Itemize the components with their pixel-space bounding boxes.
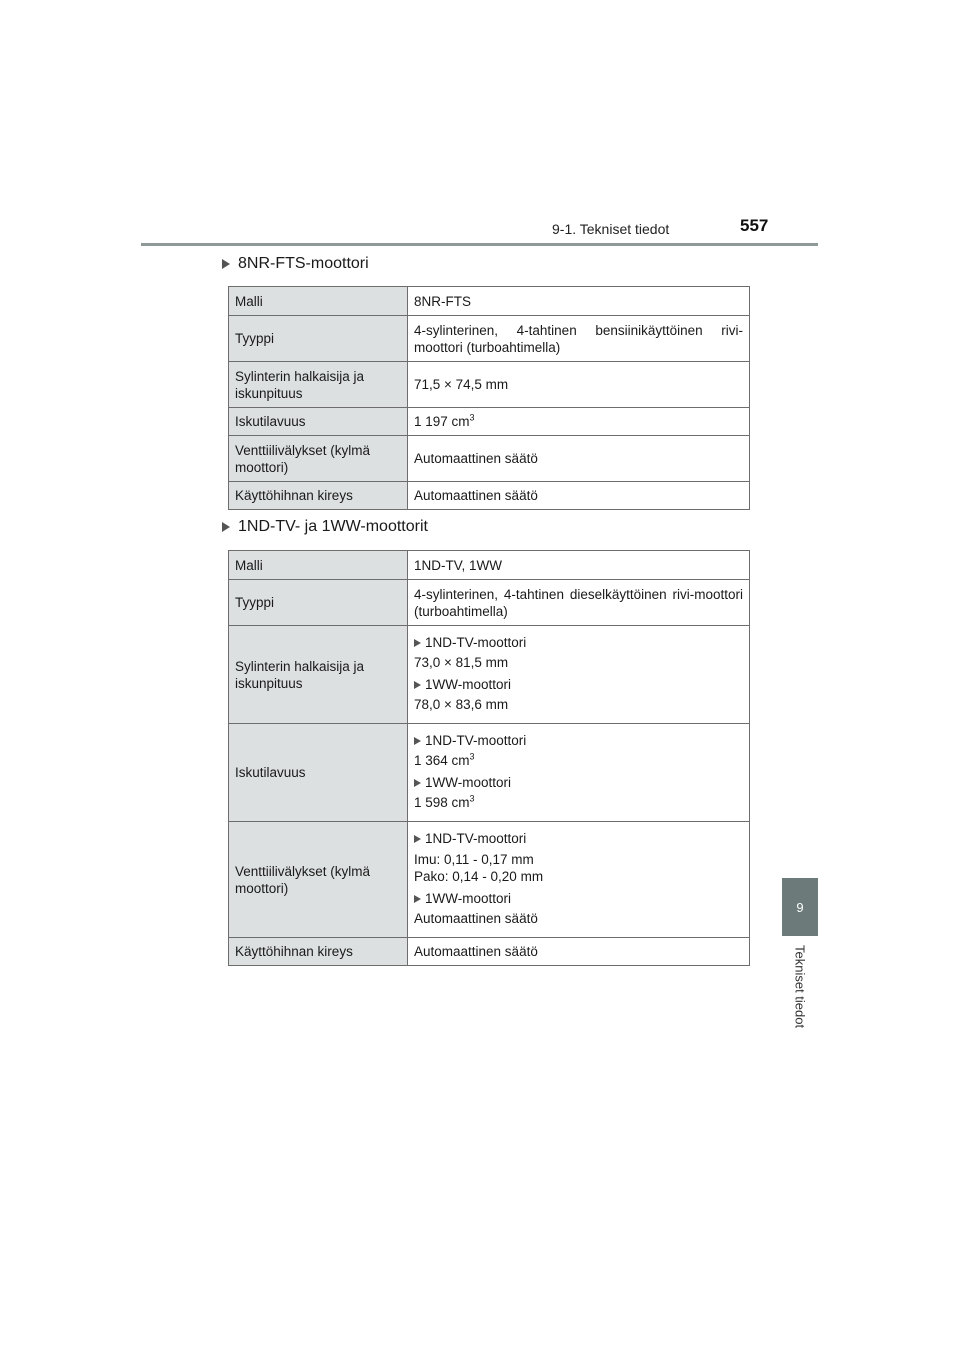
- chapter-number: 9: [796, 899, 804, 915]
- row-label: Iskutilavuus: [229, 724, 408, 822]
- row-value: [408, 724, 750, 822]
- engine-value: Automaattinen säätö: [414, 911, 538, 926]
- row-label: Käyttöhihnan kireys: [229, 938, 408, 966]
- section-heading-text: 8NR-FTS-moottori: [238, 255, 369, 272]
- engine-subheading: 1WW-moottori: [414, 676, 743, 693]
- section-heading-1nd-1ww: [222, 518, 428, 536]
- row-value: 1ND-TV, 1WW: [408, 551, 750, 580]
- triangle-bullet-icon: [414, 639, 421, 647]
- row-value: [408, 822, 750, 938]
- table-row: [229, 482, 750, 510]
- row-value: Automaattinen säätö: [408, 436, 750, 482]
- chapter-label: [782, 945, 818, 1045]
- engine-value: 1 364 $cm^3$: [414, 751, 475, 768]
- table-row: [229, 408, 750, 436]
- header-section-title: 9-1. Tekniset tiedot: [552, 221, 670, 237]
- engine-value: 78,0 × 83,6 mm: [414, 697, 509, 712]
- row-label: Käyttöhihnan kireys: [229, 482, 408, 510]
- triangle-bullet-icon: [414, 779, 421, 787]
- engine-subheading: 1ND-TV-moottori: [414, 634, 743, 651]
- header-divider: [141, 243, 818, 246]
- engine-subheading: 1WW-moottori: [414, 774, 743, 791]
- engine-value: 73,0 × 81,5 mm: [414, 655, 509, 670]
- row-value: 8NR-FTS: [408, 287, 750, 316]
- engine-subheading: 1WW-moottori: [414, 890, 743, 907]
- row-label: Sylinterin halkaisija ja iskunpituus: [229, 626, 408, 724]
- row-value: [408, 626, 750, 724]
- section-heading-text: 1ND-TV- ja 1WW-moottorit: [238, 518, 428, 535]
- engine-subheading: 1ND-TV-moottori: [414, 830, 743, 847]
- row-value: 71,5 × 74,5 mm: [408, 362, 750, 408]
- row-value: Automaattinen säätö: [408, 938, 750, 966]
- chapter-tab: [782, 878, 818, 936]
- row-label: Malli: [229, 287, 408, 316]
- engine-value: 1 598 $cm^3$: [414, 793, 475, 810]
- triangle-bullet-icon: [414, 681, 421, 689]
- table-row: [229, 362, 750, 408]
- table-row: [229, 938, 750, 966]
- table-row: [229, 287, 750, 316]
- row-value: Automaattinen säätö: [408, 482, 750, 510]
- row-value: 4-sylinterinen, 4-tahtinen bensiinikäyttöinen rivi-moottori (turboahtimella): [408, 316, 750, 362]
- row-label: Tyyppi: [229, 316, 408, 362]
- engine-value: Imu: 0,11 - 0,17 mm: [414, 852, 534, 867]
- row-label: Tyyppi: [229, 580, 408, 626]
- triangle-bullet-icon: [414, 835, 421, 843]
- table-row: [229, 626, 750, 724]
- section-heading-8nr-fts: [222, 255, 369, 273]
- triangle-bullet-icon: [222, 522, 230, 532]
- row-label: Venttiilivälykset (kylmä moottori): [229, 822, 408, 938]
- triangle-bullet-icon: [414, 895, 421, 903]
- table-row: [229, 436, 750, 482]
- table-row: [229, 551, 750, 580]
- row-value: 4-sylinterinen, 4-tahtinen dieselkäyttöinen rivi-moottori (turboahtimella): [408, 580, 750, 626]
- table-row: [229, 580, 750, 626]
- table-row: [229, 316, 750, 362]
- row-value: 1 197 $cm^3$: [408, 408, 750, 436]
- page-number: 557: [740, 216, 769, 235]
- chapter-label-text: Tekniset tiedot: [792, 945, 808, 1029]
- row-label: Venttiilivälykset (kylmä moottori): [229, 436, 408, 482]
- table-row: [229, 822, 750, 938]
- engine-subheading: 1ND-TV-moottori: [414, 732, 743, 749]
- row-label: Malli: [229, 551, 408, 580]
- engine-value: Pako: 0,14 - 0,20 mm: [414, 869, 544, 884]
- row-label: Iskutilavuus: [229, 408, 408, 436]
- table-row: [229, 724, 750, 822]
- spec-table-8nr-fts: [228, 286, 750, 510]
- row-label: Sylinterin halkaisija ja iskunpituus: [229, 362, 408, 408]
- triangle-bullet-icon: [222, 259, 230, 269]
- spec-table-1nd-1ww: [228, 550, 750, 966]
- triangle-bullet-icon: [414, 737, 421, 745]
